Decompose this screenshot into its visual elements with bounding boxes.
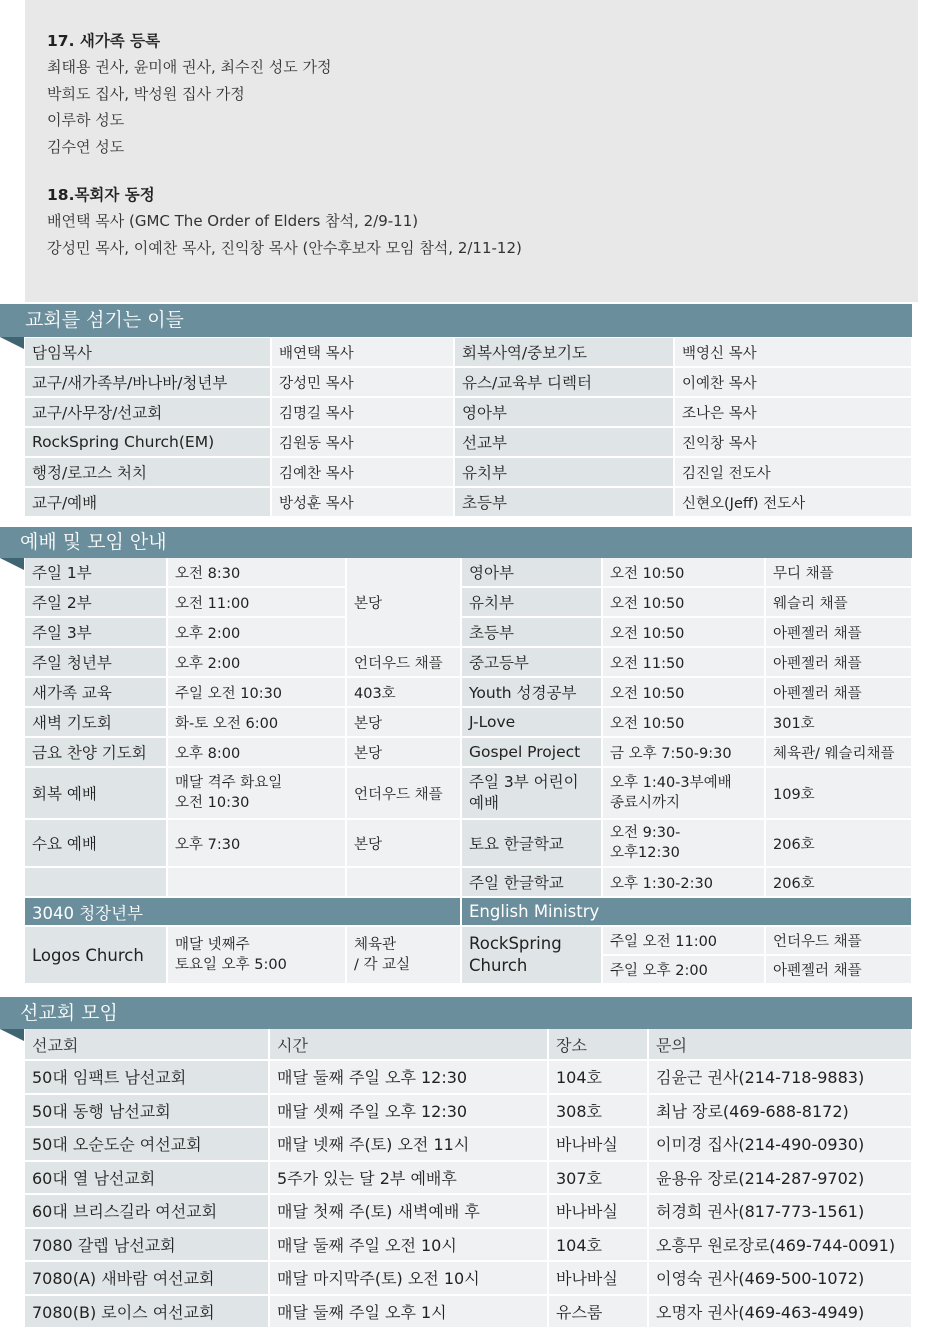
mission-time: 5주가 있는 달 2부 예배후	[270, 1162, 549, 1196]
notice-section-pastor-news	[47, 182, 896, 261]
service-place: 언더우드 채플	[347, 768, 462, 820]
empty-cell	[347, 868, 462, 898]
rockspring-church-name	[462, 927, 603, 985]
notice-line: 최태용 권사, 윤미애 권사, 최수진 성도 가정	[47, 58, 332, 76]
staff-role: 교구/새가족부/바나바/청년부	[25, 368, 272, 398]
worship-row	[25, 678, 913, 708]
mission-row	[25, 1296, 913, 1330]
staff-role: 영아부	[455, 398, 675, 428]
staff-row	[25, 488, 913, 518]
logos-church-time	[168, 927, 347, 985]
service-time	[168, 768, 347, 820]
mission-name: 50대 동행 남선교회	[25, 1095, 270, 1129]
title-tab-shape	[0, 558, 24, 570]
staff-role: 교구/예배	[25, 488, 272, 518]
dept-place: 109호	[766, 768, 913, 820]
mission-name: 60대 브리스길라 여선교회	[25, 1195, 270, 1229]
mission-header-row	[25, 1029, 913, 1061]
dept-time: 오전 10:50	[603, 678, 766, 708]
dept-time-line: 오후 1:40-3부예배	[610, 775, 732, 791]
notice-heading: 18.목회자 동정	[47, 186, 155, 204]
mission-row	[25, 1162, 913, 1196]
mission-name: 50대 임팩트 남선교회	[25, 1061, 270, 1095]
mission-row	[25, 1195, 913, 1229]
dept-name: Gospel Project	[462, 738, 603, 768]
mission-name: 50대 오순도순 여선교회	[25, 1128, 270, 1162]
notice-section-new-family	[47, 28, 896, 160]
worship-row	[25, 868, 913, 898]
staff-role: RockSpring Church(EM)	[25, 428, 272, 458]
dept-time	[603, 820, 766, 868]
mission-name: 7080(A) 새바람 여선교회	[25, 1262, 270, 1296]
staff-row	[25, 338, 913, 368]
service-name: 회복 예배	[25, 768, 168, 820]
mission-time: 매달 둘째 주일 오후 12:30	[270, 1061, 549, 1095]
dept-time: 오전 10:50	[603, 588, 766, 618]
mission-contact: 오흥무 원로장로(469-744-0091)	[649, 1229, 913, 1263]
logos-place-line: 체육관	[354, 937, 397, 953]
service-time: 오전 8:30	[168, 558, 347, 588]
dept-name: 유치부	[462, 588, 603, 618]
dept-time-line: 오후12:30	[610, 845, 680, 861]
staff-role: 담임목사	[25, 338, 272, 368]
worship-row	[25, 768, 913, 820]
worship-section-title	[0, 527, 912, 558]
staff-person: 신현오(Jeff) 전도사	[675, 488, 913, 518]
mission-place: 바나바실	[549, 1128, 649, 1162]
service-name: 금요 찬양 기도회	[25, 738, 168, 768]
notice-line: 강성민 목사, 이예찬 목사, 진익창 목사 (안수후보자 모임 참석, 2/11-12)	[47, 238, 522, 257]
mission-name: 60대 열 남선교회	[25, 1162, 270, 1196]
mission-place: 바나바실	[549, 1195, 649, 1229]
worship-row	[25, 588, 913, 618]
dept-name: 토요 한글학교	[462, 820, 603, 868]
mission-contact: 이미경 집사(214-490-0930)	[649, 1128, 913, 1162]
subheader-english-ministry: English Ministry	[462, 898, 913, 927]
staff-role: 초등부	[455, 488, 675, 518]
worship-row	[25, 738, 913, 768]
staff-row	[25, 398, 913, 428]
mission-contact: 윤용유 장로(214-287-9702)	[649, 1162, 913, 1196]
worship-row	[25, 648, 913, 678]
dept-time: 오전 10:50	[603, 558, 766, 588]
dept-time: 오후 1:30-2:30	[603, 868, 766, 898]
ministry-row	[25, 927, 913, 956]
dept-place: 301호	[766, 708, 913, 738]
mission-place: 유스룸	[549, 1296, 649, 1330]
notice-line: 이루하 성도	[47, 111, 125, 129]
dept-place: 206호	[766, 868, 913, 898]
service-time-line: 오전 10:30	[175, 795, 250, 811]
mission-time: 매달 첫째 주(토) 새벽예배 후	[270, 1195, 549, 1229]
staff-row	[25, 428, 913, 458]
notice-heading: 17. 새가족 등록	[47, 32, 161, 50]
dept-place: 웨슬리 채플	[766, 588, 913, 618]
mission-row	[25, 1095, 913, 1129]
mission-place: 104호	[549, 1061, 649, 1095]
logos-time-line: 매달 넷째주	[175, 937, 250, 953]
mission-time: 매달 마지막주(토) 오전 10시	[270, 1262, 549, 1296]
service-name: 주일 청년부	[25, 648, 168, 678]
mission-time: 매달 넷째 주(토) 오전 11시	[270, 1128, 549, 1162]
worship-row	[25, 618, 913, 648]
service-place: 본당	[347, 708, 462, 738]
notice-line: 박희도 집사, 박성원 집사 가정	[47, 84, 245, 103]
dept-place: 아펜젤러 채플	[766, 618, 913, 648]
subheader-3040: 3040 청장년부	[25, 898, 462, 927]
rockspring-place: 아펜젤러 채플	[766, 956, 913, 985]
staff-person: 김명길 목사	[272, 398, 455, 428]
service-time-line: 매달 격주 화요일	[175, 775, 283, 791]
dept-time: 금 오후 7:50-9:30	[603, 738, 766, 768]
dept-time: 오전 10:50	[603, 708, 766, 738]
title-tab-shape	[0, 337, 24, 349]
service-time: 주일 오전 10:30	[168, 678, 347, 708]
dept-name-line: 예배	[469, 794, 499, 812]
mission-place: 104호	[549, 1229, 649, 1263]
mission-name: 7080 갈렙 남선교회	[25, 1229, 270, 1263]
staff-row	[25, 368, 913, 398]
staff-title-text: 교회를 섬기는 이들	[25, 309, 184, 331]
staff-person: 강성민 목사	[272, 368, 455, 398]
mission-name: 7080(B) 로이스 여선교회	[25, 1296, 270, 1330]
ministry-subheader-row	[25, 898, 913, 927]
dept-place: 206호	[766, 820, 913, 868]
dept-place: 무디 채플	[766, 558, 913, 588]
dept-name: J-Love	[462, 708, 603, 738]
service-name: 주일 2부	[25, 588, 168, 618]
col-header-place: 장소	[549, 1029, 649, 1061]
staff-table	[25, 338, 913, 518]
staff-person: 김원동 목사	[272, 428, 455, 458]
mission-contact: 이영숙 권사(469-500-1072)	[649, 1262, 913, 1296]
dept-name	[462, 768, 603, 820]
staff-person: 방성훈 목사	[272, 488, 455, 518]
staff-role: 행정/로고스 처치	[25, 458, 272, 488]
mission-place: 308호	[549, 1095, 649, 1129]
staff-person: 백영신 목사	[675, 338, 913, 368]
mission-contact: 최남 장로(469-688-8172)	[649, 1095, 913, 1129]
worship-table	[25, 558, 913, 985]
service-place: 본당	[347, 820, 462, 868]
mission-contact: 허경희 권사(817-773-1561)	[649, 1195, 913, 1229]
worship-title-text: 예배 및 모임 안내	[20, 531, 167, 553]
service-place: 본당	[347, 558, 462, 648]
dept-time: 오전 10:50	[603, 618, 766, 648]
mission-time: 매달 셋째 주일 오후 12:30	[270, 1095, 549, 1129]
mission-section-title	[0, 997, 912, 1029]
dept-time	[603, 768, 766, 820]
service-time: 오후 2:00	[168, 618, 347, 648]
service-place: 언더우드 채플	[347, 648, 462, 678]
staff-role: 선교부	[455, 428, 675, 458]
service-name: 새가족 교육	[25, 678, 168, 708]
service-time: 오후 8:00	[168, 738, 347, 768]
staff-role: 교구/사무장/선교회	[25, 398, 272, 428]
col-header-contact: 문의	[649, 1029, 913, 1061]
staff-person: 진익창 목사	[675, 428, 913, 458]
staff-person: 조나은 목사	[675, 398, 913, 428]
logos-church-name: Logos Church	[25, 927, 168, 985]
dept-place: 아펜젤러 채플	[766, 648, 913, 678]
staff-row	[25, 458, 913, 488]
service-place: 403호	[347, 678, 462, 708]
col-header-mission: 선교회	[25, 1029, 270, 1061]
rockspring-name-line: Church	[469, 956, 528, 975]
worship-row	[25, 558, 913, 588]
worship-row	[25, 708, 913, 738]
dept-name: 영아부	[462, 558, 603, 588]
staff-person: 배연택 목사	[272, 338, 455, 368]
staff-section-title	[0, 304, 912, 337]
rockspring-time: 주일 오전 11:00	[603, 927, 766, 956]
staff-person: 이예찬 목사	[675, 368, 913, 398]
worship-row	[25, 820, 913, 868]
empty-cell	[168, 868, 347, 898]
rockspring-name-line: RockSpring	[469, 934, 562, 953]
mission-time: 매달 둘째 주일 오후 1시	[270, 1296, 549, 1330]
dept-name: 초등부	[462, 618, 603, 648]
rockspring-place: 언더우드 채플	[766, 927, 913, 956]
staff-role: 유스/교육부 디렉터	[455, 368, 675, 398]
mission-row	[25, 1229, 913, 1263]
mission-contact: 오명자 권사(469-463-4949)	[649, 1296, 913, 1330]
service-time: 오후 7:30	[168, 820, 347, 868]
dept-time-line: 종료시까지	[610, 795, 681, 811]
service-place: 본당	[347, 738, 462, 768]
mission-row	[25, 1061, 913, 1095]
logos-time-line: 토요일 오후 5:00	[175, 957, 287, 973]
rockspring-time: 주일 오후 2:00	[603, 956, 766, 985]
notice-line: 김수연 성도	[47, 137, 125, 156]
dept-name: 중고등부	[462, 648, 603, 678]
service-time: 오전 11:00	[168, 588, 347, 618]
notice-panel	[25, 0, 918, 302]
mission-time: 매달 둘째 주일 오전 10시	[270, 1229, 549, 1263]
service-name: 주일 1부	[25, 558, 168, 588]
logos-church-place	[347, 927, 462, 985]
title-tab-shape	[0, 1029, 24, 1041]
dept-name: Youth 성경공부	[462, 678, 603, 708]
mission-table	[25, 1029, 913, 1329]
mission-place: 바나바실	[549, 1262, 649, 1296]
service-time: 오후 2:00	[168, 648, 347, 678]
col-header-time: 시간	[270, 1029, 549, 1061]
mission-title-text: 선교회 모임	[20, 1002, 118, 1024]
dept-place: 체육관/ 웨슬리채플	[766, 738, 913, 768]
empty-cell	[25, 868, 168, 898]
dept-name: 주일 한글학교	[462, 868, 603, 898]
staff-role: 유치부	[455, 458, 675, 488]
service-name: 주일 3부	[25, 618, 168, 648]
staff-role: 회복사역/중보기도	[455, 338, 675, 368]
dept-time-line: 오전 9:30-	[610, 825, 681, 841]
dept-time: 오전 11:50	[603, 648, 766, 678]
mission-place: 307호	[549, 1162, 649, 1196]
dept-name-line: 주일 3부 어린이	[469, 773, 579, 791]
service-name: 수요 예배	[25, 820, 168, 868]
notice-line: 배연택 목사 (GMC The Order of Elders 참석, 2/9-11)	[47, 212, 419, 230]
staff-person: 김진일 전도사	[675, 458, 913, 488]
service-time: 화-토 오전 6:00	[168, 708, 347, 738]
mission-row	[25, 1262, 913, 1296]
staff-person: 김예찬 목사	[272, 458, 455, 488]
service-name: 새벽 기도회	[25, 708, 168, 738]
dept-place: 아펜젤러 채플	[766, 678, 913, 708]
mission-row	[25, 1128, 913, 1162]
logos-place-line: / 각 교실	[354, 957, 411, 973]
mission-contact: 김윤근 권사(214-718-9883)	[649, 1061, 913, 1095]
